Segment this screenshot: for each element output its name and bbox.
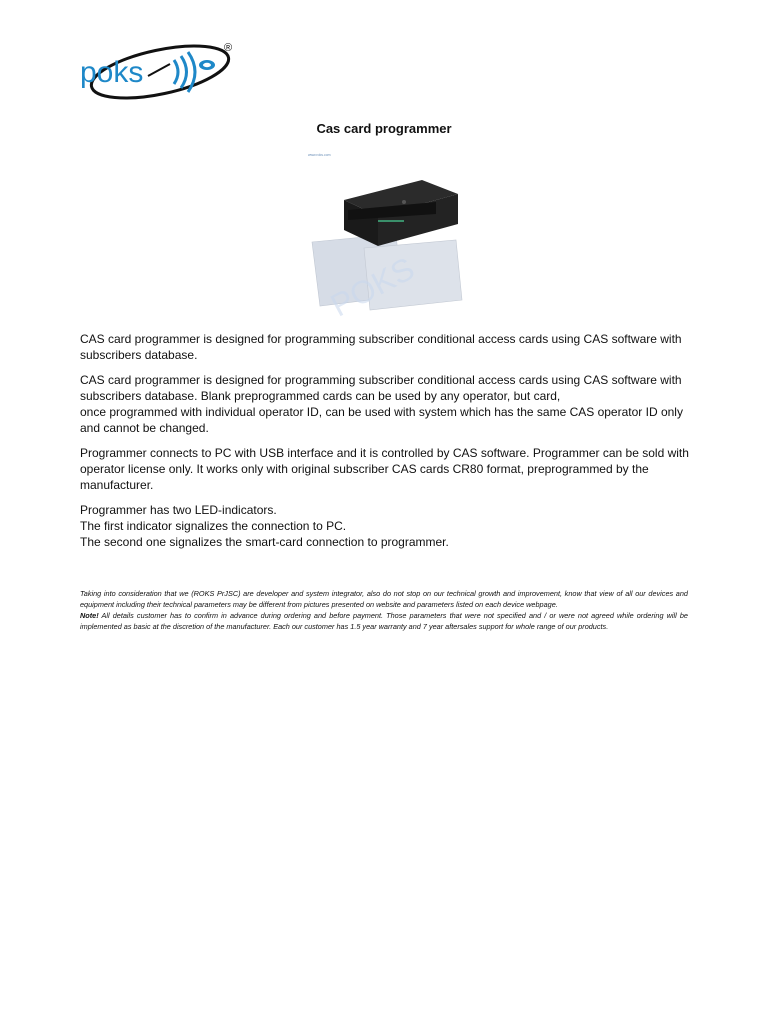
paragraph [80, 445, 692, 493]
registered-mark: ® [224, 42, 233, 54]
image-watermark: POKS [324, 250, 421, 318]
image-caption: www.roks.com [308, 153, 331, 157]
note-label: Note! [80, 611, 99, 620]
disclaimer [80, 588, 688, 632]
paragraph-line: CAS card programmer is designed for programming subscriber conditional access cards using CAS software with subscribers database. [80, 332, 682, 362]
paragraph-line: Programmer connects to PC with USB interface and it is controlled by CAS software. Programmer can be sold with operator license only. It works only with original subscriber CAS cards CR80 format, preprogrammed by the manufacturer. [80, 446, 689, 492]
paragraph [80, 502, 692, 550]
disclaimer-text: Taking into consideration that we (ROKS PrJSC) are developer and system integrator, also do not stop on our technical growth and improvement, know that view of all our devices and equipment including their technical parameters may be different from pictures presented on website and parameters listed on each device webpage. [80, 589, 688, 609]
paragraph [80, 372, 692, 436]
product-image [306, 150, 464, 318]
company-logo [78, 38, 240, 104]
note-text: All details customer has to confirm in advance during ordering and before payment. Those parameters that were not specified and / or were not agreed while ordering will be implemented as basic at the discretion of the manufacturer. Each our customer has 1.5 year warranty and 7 year aftersales support for whole range of our products. [80, 611, 688, 631]
logo-text: poks [80, 56, 144, 89]
paragraph-line: Programmer has two LED-indicators. [80, 503, 277, 517]
description [80, 331, 692, 559]
roks-logo-icon [78, 38, 240, 104]
paragraph-line: The first indicator signalizes the connection to PC. [80, 519, 347, 533]
page-title: Cas card programmer [316, 121, 452, 136]
paragraph-line: CAS card programmer is designed for programming subscriber conditional access cards using CAS software with subscribers database. Blank preprogrammed cards can be used by any operator, but card, [80, 373, 682, 403]
paragraph [80, 331, 692, 363]
paragraph-line: once programmed with individual operator ID, can be used with system which has the same CAS operator ID only and cannot be changed. [80, 405, 683, 435]
paragraph-line: The second one signalizes the smart-card connection to programmer. [80, 535, 449, 549]
disclaimer-note [80, 610, 688, 632]
